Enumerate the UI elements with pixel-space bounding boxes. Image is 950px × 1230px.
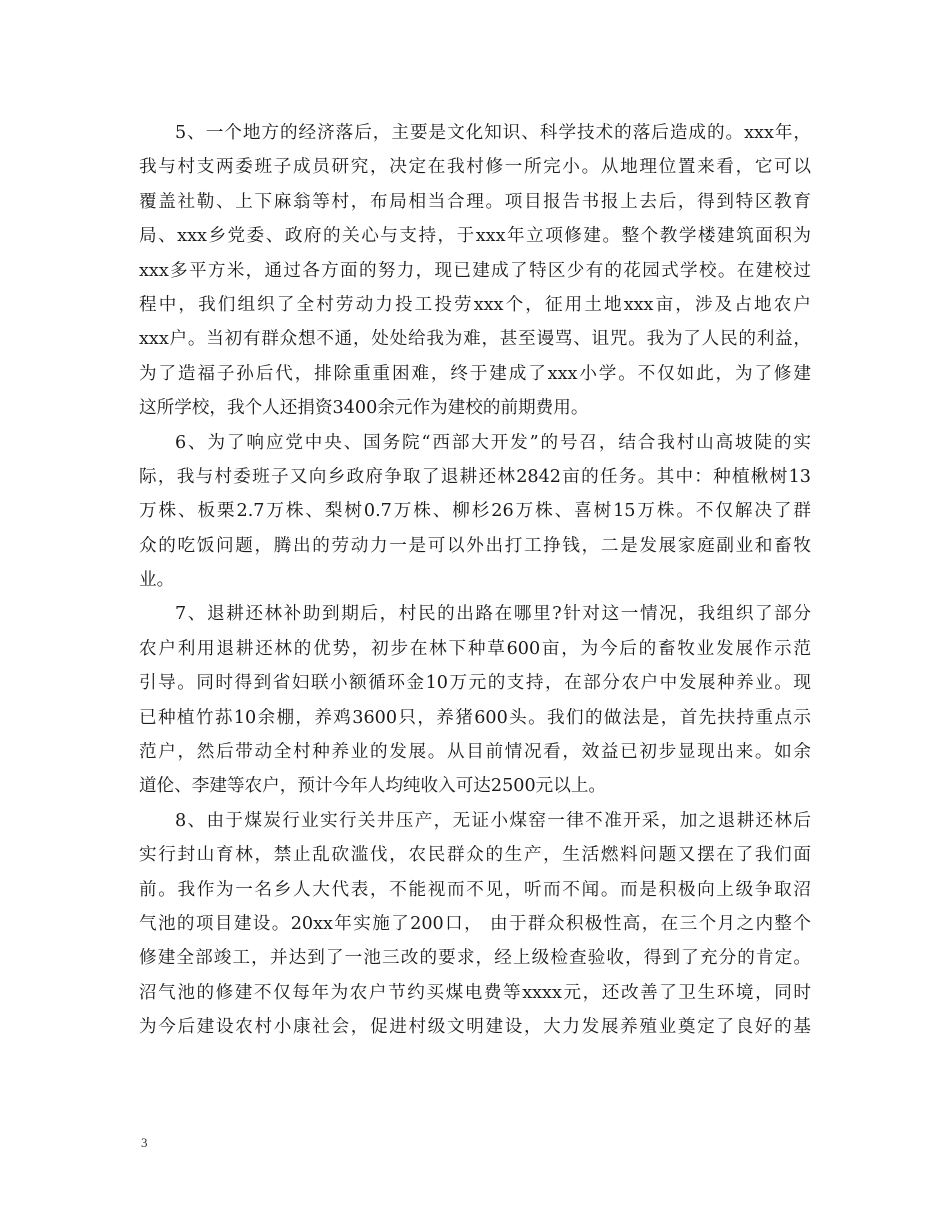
paragraph-8-line-3: 前。我作为一名乡人大代表，不能视而不见，听而不闻。而是积极向上级争取沼 bbox=[139, 879, 811, 900]
paragraph-6-line-2: 际，我与村委班子又向乡政府争取了退耕还林2842亩的任务。其中：种植楸树13 bbox=[139, 466, 811, 487]
paragraph-5-line-4: 局、xxx乡党委、政府的关心与支持，于xxx年立项修建。整个教学楼建筑面积为 bbox=[139, 226, 811, 247]
paragraph-7-line-6: 道伦、李建等农户，预计今年人均纯收入可达2500元以上。 bbox=[139, 776, 607, 797]
paragraph-7-line-4: 已种植竹荪10余棚，养鸡3600只，养猪600头。我们的做法是，首先扶持重点示 bbox=[139, 707, 811, 728]
paragraph-7-line-3: 引导。同时得到省妇联小额循环金10万元的支持，在部分农户中发展种养业。现 bbox=[139, 673, 811, 694]
paragraph-7-line-1: 7、退耕还林补助到期后，村民的出路在哪里?针对这一情况，我组织了部分 bbox=[175, 604, 811, 625]
paragraph-5-line-8: 为了造福子孙后代，排除重重困难，终于建成了xxx小学。不仅如此，为了修建 bbox=[139, 363, 811, 384]
paragraph-8-line-1: 8、由于煤炭行业实行关井压产，无证小煤窑一律不准开采，加之退耕还林后 bbox=[175, 810, 811, 831]
paragraph-5-line-5: xxx多平方米，通过各方面的努力，现已建成了特区少有的花园式学校。在建校过 bbox=[139, 260, 811, 281]
page-number: 3 bbox=[141, 1135, 148, 1150]
document-body bbox=[139, 116, 811, 1045]
paragraph-5-line-9: 这所学校，我个人还捐资3400余元作为建校的前期费用。 bbox=[139, 398, 589, 419]
paragraph-8-line-5: 修建全部竣工，并达到了一池三改的要求，经上级检查验收，得到了充分的肯定。 bbox=[139, 948, 811, 969]
paragraph-6-line-5: 业。 bbox=[139, 570, 175, 591]
paragraph-5-line-1: 5、一个地方的经济落后，主要是文化知识、科学技术的落后造成的。xxx年， bbox=[175, 123, 811, 143]
paragraph-8-line-2: 实行封山育林，禁止乱砍滥伐，农民群众的生产，生活燃料问题又摆在了我们面 bbox=[139, 845, 811, 866]
paragraph-6-line-3: 万株、板栗2.7万株、梨树0.7万株、柳杉26万株、喜树15万株。不仅解决了群 bbox=[139, 501, 811, 522]
paragraph-5-line-6: 程中，我们组织了全村劳动力投工投劳xxx个，征用土地xxx亩，涉及占地农户 bbox=[139, 294, 811, 315]
paragraph-7-line-5: 范户，然后带动全村种养业的发展。从目前情况看，效益已初步显现出来。如余 bbox=[139, 742, 811, 763]
paragraph-8-line-7: 为今后建设农村小康社会，促进村级文明建设，大力发展养殖业奠定了良好的基 bbox=[139, 1017, 811, 1038]
paragraph-6-line-4: 众的吃饭问题，腾出的劳动力一是可以外出打工挣钱，二是发展家庭副业和畜牧 bbox=[139, 535, 811, 556]
paragraph-5-line-7: xxx户。当初有群众想不通，处处给我为难，甚至谩骂、诅咒。我为了人民的利益， bbox=[139, 329, 811, 350]
paragraph-6-line-1: 6、为了响应党中央、国务院“西部大开发”的号召，结合我村山高坡陡的实 bbox=[175, 432, 811, 453]
paragraph-7-line-2: 农户利用退耕还林的优势，初步在林下种草600亩，为今后的畜牧业发展作示范 bbox=[139, 638, 811, 659]
paragraph-5-line-2: 我与村支两委班子成员研究，决定在我村修一所完小。从地理位置来看，它可以 bbox=[139, 157, 811, 178]
paragraph-8-line-6: 沼气池的修建不仅每年为农户节约买煤电费等xxxx元，还改善了卫生环境，同时 bbox=[139, 982, 811, 1003]
paragraph-5-line-3: 覆盖社勒、上下麻翁等村，布局相当合理。项目报告书报上去后，得到特区教育 bbox=[139, 191, 811, 212]
paragraph-8-line-4: 气池的项目建设。20xx年实施了200口， 由于群众积极性高，在三个月之内整个 bbox=[139, 913, 811, 934]
